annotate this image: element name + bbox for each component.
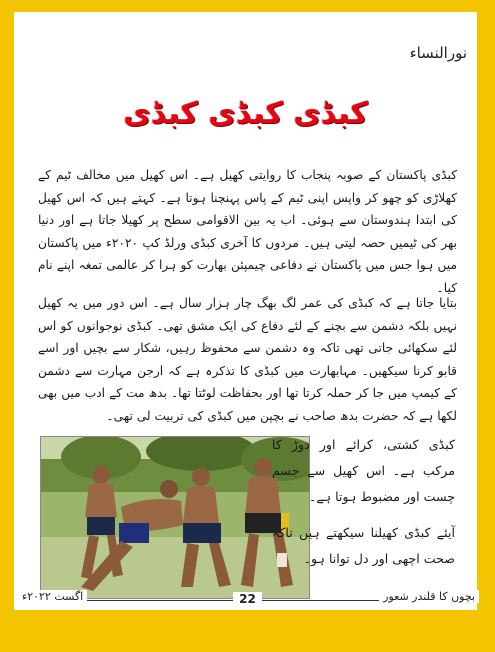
- side-text-health: آیئے کبڈی کھیلنا سیکھتے ہیں تاکہ صحت اچھی اور دل توانا ہو۔: [272, 525, 455, 566]
- footer-magazine-name: بچوں کا قلندر شعور: [379, 590, 479, 603]
- article-title: کبڈی کبڈی کبڈی: [123, 96, 368, 131]
- kabaddi-players-illustration: [41, 437, 309, 598]
- magazine-page: [14, 12, 477, 610]
- page-number-label: 22: [233, 592, 262, 606]
- kabaddi-photo: [40, 436, 310, 599]
- paragraph-intro: کبڈی پاکستان کے صوبہ پنجاب کا روایتی کھیل ہے۔ اس کھیل میں مخالف ٹیم کے کھلاڑی کو چھو کر واپس اپنی ٹیم کے پاس پہنچنا ہوتا ہے۔ کہتے ہیں کہ اس کھیل کی ابتدا ہندوستان سے ہوئی۔ اب یہ بین الاقوامی سطح پر کھیلا جاتا ہے اور دنیا بھر کی ٹیمیں حصہ لیتی ہیں۔ مردوں کا آخری کبڈی ورلڈ کپ ۲۰۲۰ء میں پاکستان میں ہوا جس میں پاکستان نے دفاعی چیمپئن بھارت کو ہرا کر عالمی تمغہ اپنے نام کیا۔: [38, 168, 457, 295]
- footer-issue-date: اگست ۲۰۲۲ء: [18, 590, 87, 603]
- paragraph-history: بتایا جاتا ہے کہ کبڈی کی عمر لگ بھگ چار ہزار سال ہے۔ اس دور میں یہ کھیل نہیں بلکہ دشمن سے بچنے کے لئے دفاع کی ایک مشق تھی۔ کبڈی نوجوانوں کو اس لئے سکھائی جاتی تھی تاکہ وہ دشمن سے محفوظ رہیں، شکار سے بچیں اور اسے قابو کرنا سیکھیں۔ مہابھارت میں کبڈی کا تذکرہ ہے کہ ارجن مہارت سے دشمن کے کیمپ میں جا کر حملہ کرتا تھا اور بحفاظت لوٹتا تھا۔ بدھ مت کے ادب میں بھی لکھا ہے کہ حضرت بدھ صاحب نے بچپن میں کبڈی کی تربیت لی تھی۔: [38, 296, 457, 423]
- side-text-combination: کبڈی کشتی، کرائے اور دوڑ کا مرکب ہے۔ اس کھیل سے جسم چست اور مضبوط ہوتا ہے۔: [272, 437, 455, 504]
- side-column: [272, 432, 455, 572]
- author-name: نورالنساء: [409, 44, 467, 62]
